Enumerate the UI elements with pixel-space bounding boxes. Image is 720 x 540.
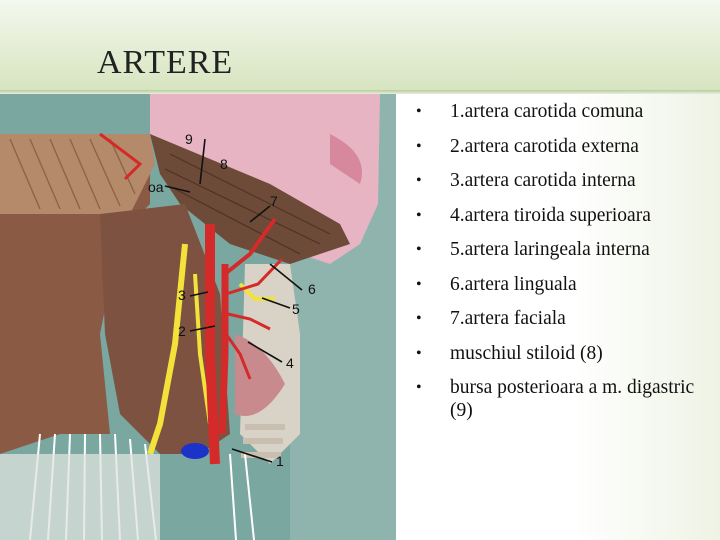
list-item-text: 6.artera linguala <box>450 273 577 295</box>
bullet-symbol: • <box>416 137 422 155</box>
list-item <box>408 100 708 123</box>
list-item-text: 3.artera carotida interna <box>450 170 636 191</box>
list-item-text: 7.artera faciala <box>450 308 566 329</box>
bullet-symbol: • <box>416 310 422 327</box>
list-item <box>408 273 708 296</box>
list-item <box>408 238 708 261</box>
common-carotid-artery <box>210 224 215 464</box>
slide-title: ARTERE <box>97 44 234 81</box>
list-item <box>408 135 708 158</box>
label-4: 4 <box>286 355 294 371</box>
label-1: 1 <box>276 453 284 469</box>
anatomy-illustration <box>0 94 396 540</box>
bullet-symbol: • <box>416 103 422 120</box>
label-7: 7 <box>270 193 278 209</box>
list-item-text: 2.artera carotida externa <box>450 135 639 157</box>
bullet-symbol: • <box>416 275 422 293</box>
external-carotid-artery <box>222 264 225 434</box>
bullet-symbol: • <box>416 379 422 396</box>
collar-area <box>0 454 160 540</box>
label-oa: oa <box>148 179 164 195</box>
list-item <box>408 342 708 365</box>
bullet-symbol: • <box>416 344 422 362</box>
list-item-text: 5.artera laringeala interna <box>450 239 650 260</box>
label-3: 3 <box>178 287 186 303</box>
label-8: 8 <box>220 156 228 172</box>
label-2: 2 <box>178 323 186 339</box>
list-item <box>408 376 708 422</box>
artery-list <box>408 100 708 434</box>
label-6: 6 <box>308 281 316 297</box>
list-item <box>408 169 708 192</box>
list-item-text: bursa posterioara a m. digastric (9) <box>450 377 695 421</box>
label-9: 9 <box>185 131 193 147</box>
list-item-text: muschiul stiloid (8) <box>450 342 603 364</box>
neck-arteries-diagram <box>0 94 396 540</box>
bullet-symbol: • <box>416 206 422 224</box>
list-item-text: 4.artera tiroida superioara <box>450 204 651 226</box>
label-5: 5 <box>292 301 300 317</box>
bullet-symbol: • <box>416 172 422 189</box>
bullet-symbol: • <box>416 241 422 258</box>
list-item-text: 1.artera carotida comuna <box>450 101 644 122</box>
jugular-vein <box>181 443 209 459</box>
list-item <box>408 307 708 330</box>
list-item <box>408 204 708 227</box>
